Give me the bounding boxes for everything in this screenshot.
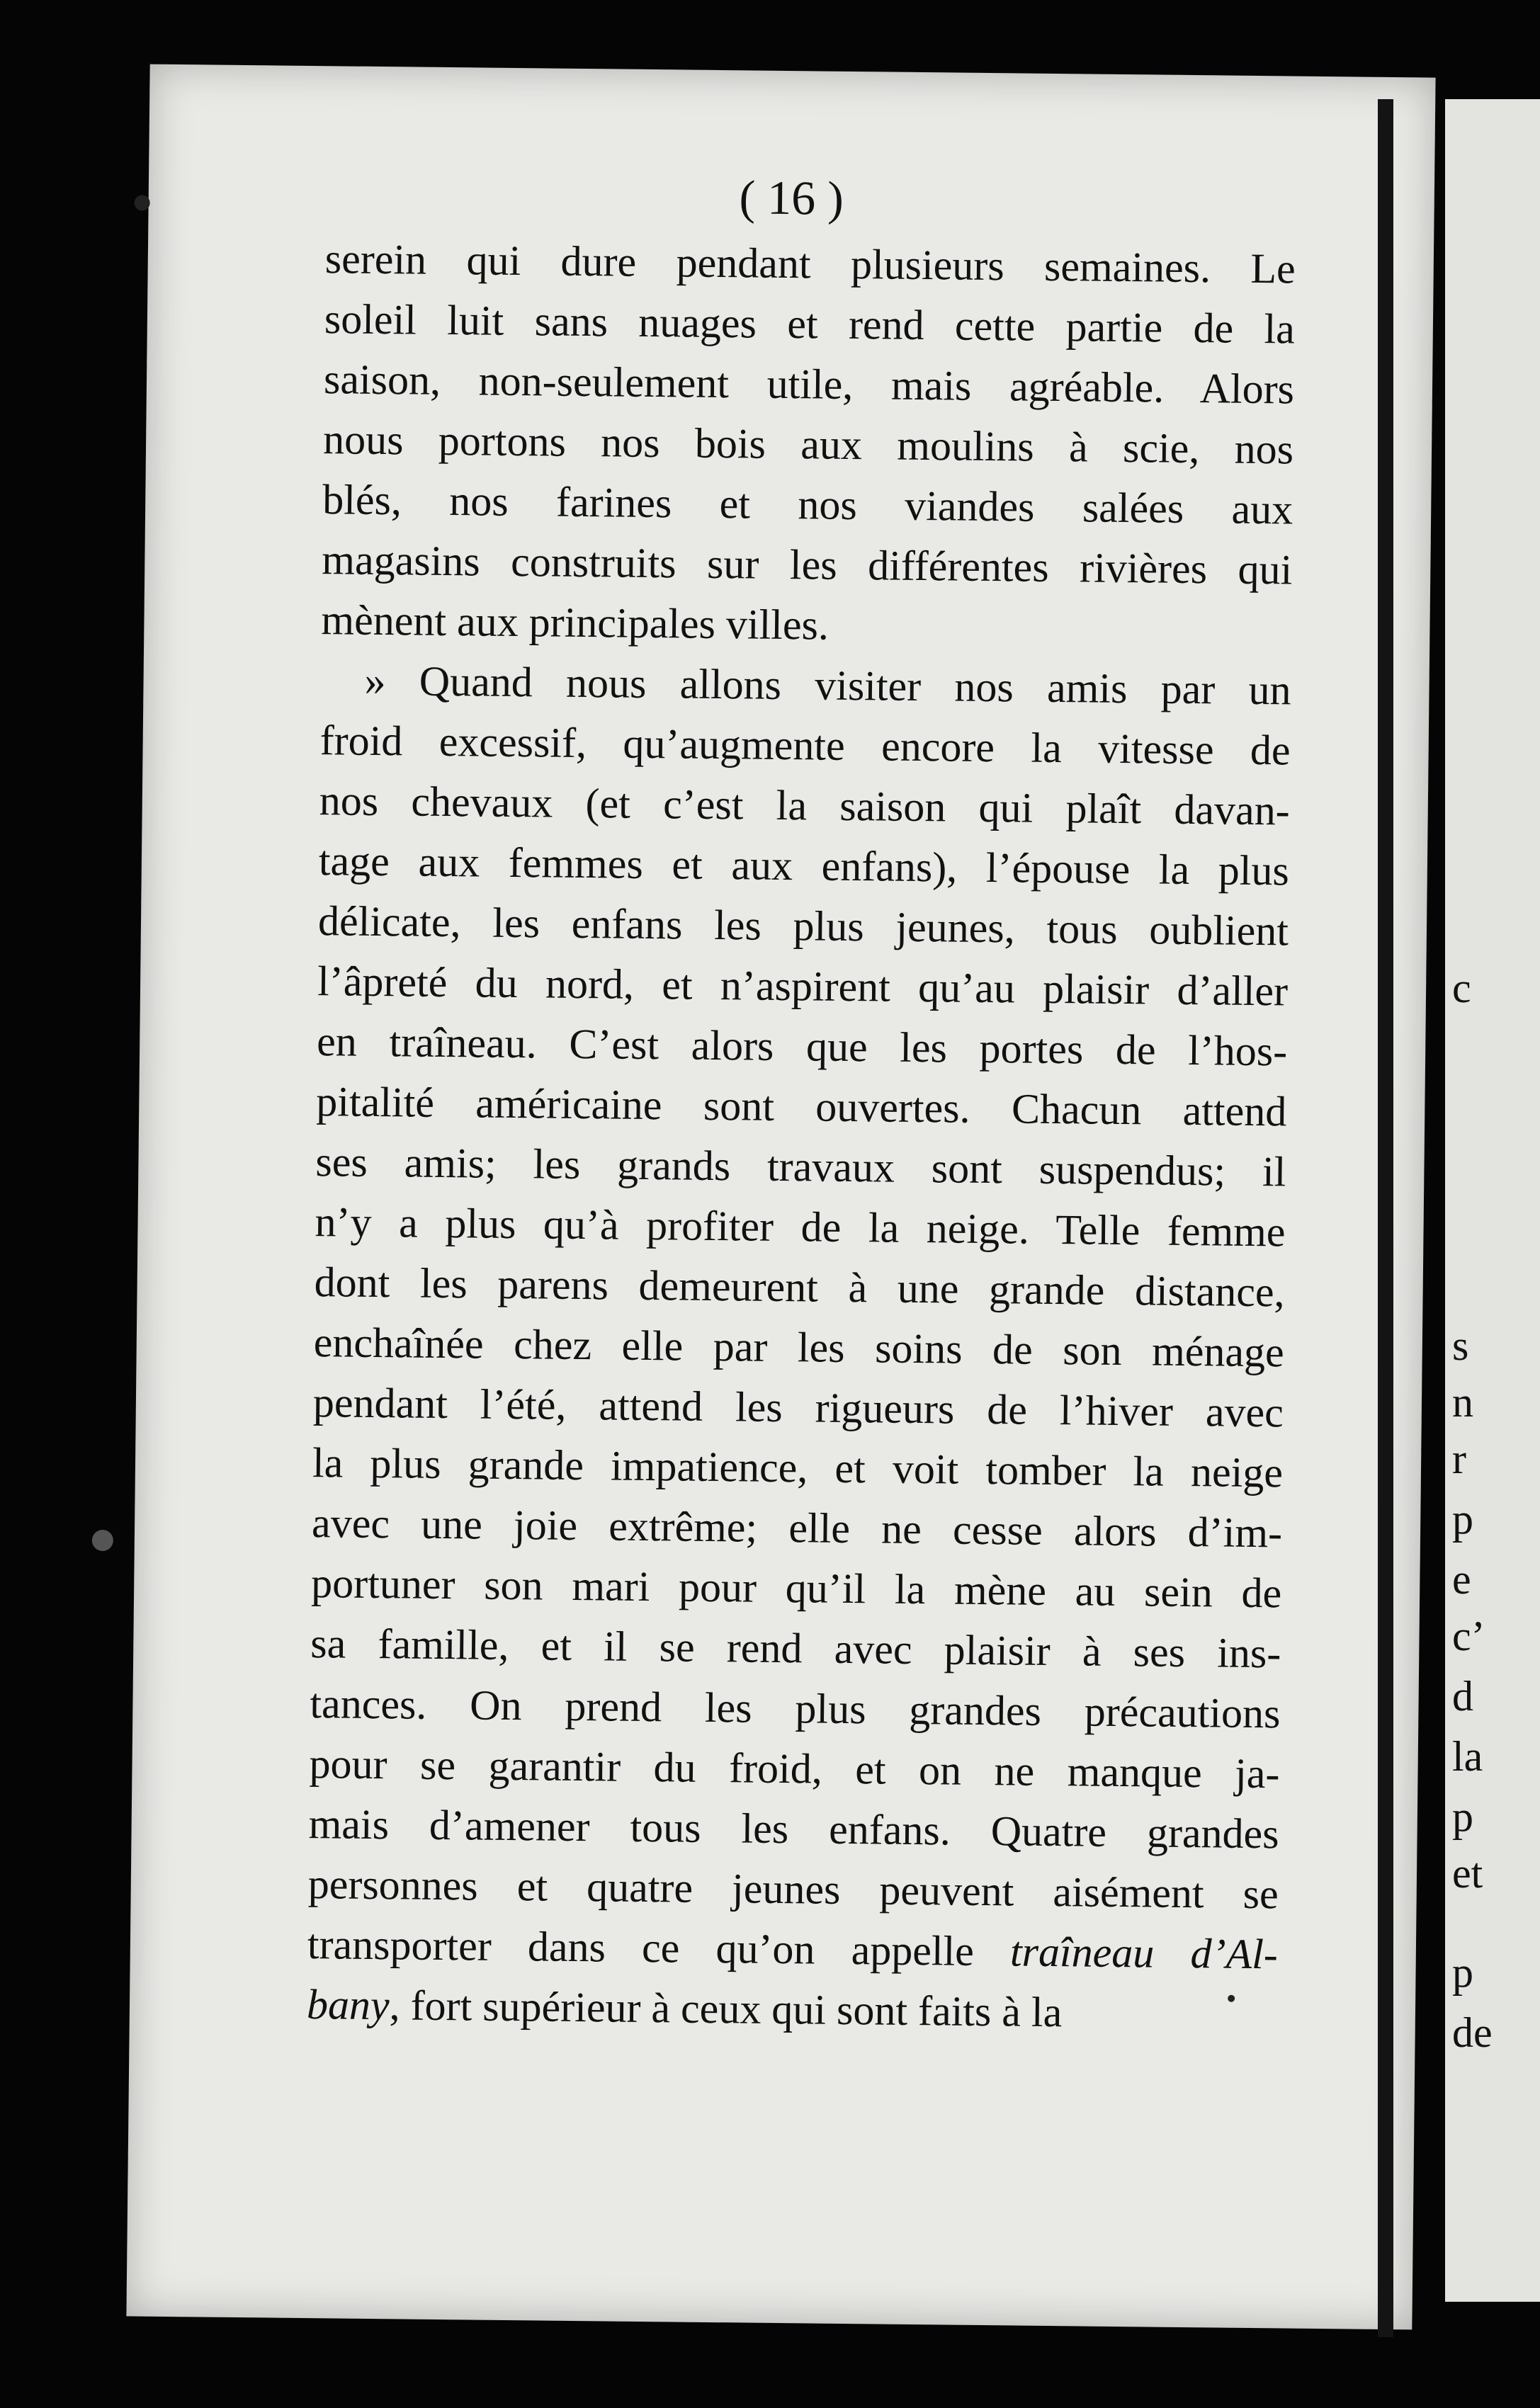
text-line: enchaînée chez elle par les soins de son ménage: [313, 1319, 1285, 1376]
text-line: soleil luit sans nuages et rend cette partie de la: [324, 295, 1296, 353]
ink-speck: [135, 195, 150, 210]
adjacent-page-letter: et: [1452, 1850, 1483, 1897]
adjacent-page-letter: c: [1452, 965, 1471, 1011]
page-body-text: [307, 229, 1296, 2045]
text-line: saison, non-seulement utile, mais agréable. Alors: [323, 356, 1295, 413]
text-line: en traîneau. C’est alors que les portes de l’hos-: [316, 1018, 1288, 1075]
book-page: [126, 64, 1435, 2330]
text-run: , fort supérieur à ceux qui sont faits à la: [389, 1982, 1063, 2036]
paragraph-first-line: » Quand nous allons visiter nos amis par un: [364, 657, 1291, 714]
text-line: pour se garantir du froid, et on ne manque ja-: [309, 1740, 1280, 1798]
adjacent-page-letter: la: [1452, 1733, 1483, 1780]
text-line: nous portons nos bois aux moulins à scie, nos: [322, 416, 1294, 473]
text-line: dont les parens demeurent à une grande distance,: [314, 1259, 1285, 1316]
text-line-with-italic: [307, 1975, 1278, 2045]
text-line: ses amis; les grands travaux sont suspendus; il: [315, 1138, 1286, 1196]
adjacent-page-letter: d: [1452, 1673, 1473, 1720]
text-line: mais d’amener tous les enfans. Quatre grandes: [308, 1800, 1279, 1858]
adjacent-page-letter: r: [1452, 1436, 1466, 1482]
adjacent-page-letter: p: [1452, 1496, 1473, 1543]
text-line: pendant l’été, attend les rigueurs de l’hiver avec: [312, 1379, 1284, 1436]
text-line: portuner son mari pour qu’il la mène au sein de: [310, 1560, 1282, 1617]
page-gutter: [1378, 99, 1393, 2337]
text-line: blés, nos farines et nos viandes salées aux: [322, 476, 1293, 533]
adjacent-page-letter: e: [1452, 1556, 1471, 1603]
text-line: l’âpreté du nord, et n’aspirent qu’au plaisir d’aller: [317, 958, 1289, 1015]
text-line: nos chevaux (et c’est la saison qui plaît davan-: [319, 777, 1291, 834]
text-line: serein qui dure pendant plusieurs semaines. Le: [324, 235, 1296, 293]
adjacent-page-edge: [1445, 99, 1540, 2302]
adjacent-page-letter: de: [1452, 2009, 1493, 2056]
adjacent-page-letter: p: [1452, 1793, 1473, 1840]
adjacent-page-letter: p: [1452, 1949, 1473, 1996]
text-line: pitalité américaine sont ouvertes. Chacun attend: [316, 1078, 1287, 1135]
text-line: la plus grande impatience, et voit tomber la neige: [312, 1439, 1284, 1497]
text-line: magasins construits sur les différentes rivières qui: [322, 536, 1293, 594]
text-line: mènent aux principales villes.: [321, 596, 830, 649]
text-line: n’y a plus qu’à profiter de la neige. Telle femme: [315, 1198, 1286, 1256]
text-line: avec une joie extrême; elle ne cesse alors d’im-: [311, 1499, 1283, 1557]
ink-speck: [1228, 1995, 1235, 2002]
text-line: sa famille, et il se rend avec plaisir à ses ins-: [310, 1620, 1281, 1677]
adjacent-page-letter: c’: [1452, 1613, 1485, 1659]
italic-term: traîneau d’Al-: [1009, 1928, 1279, 1978]
text-run: transporter dans ce qu’on appelle: [307, 1921, 1011, 1975]
adjacent-page-letter: s: [1452, 1322, 1469, 1369]
italic-term: bany: [306, 1981, 390, 2029]
text-line: délicate, les enfans les plus jeunes, tous oublient: [317, 897, 1289, 955]
text-line-with-italic: [307, 1914, 1278, 1984]
text-line: tage aux femmes et aux enfans), l’épouse la plus: [318, 837, 1290, 895]
text-line: froid excessif, qu’augmente encore la vitesse de: [319, 717, 1291, 774]
text-line: personnes et quatre jeunes peuvent aisément se: [307, 1861, 1279, 1918]
text-line: tances. On prend les plus grandes précautions: [310, 1680, 1281, 1737]
ink-speck: [92, 1530, 113, 1551]
page-number: ( 16 ): [739, 170, 844, 225]
adjacent-page-letter: n: [1452, 1379, 1473, 1426]
